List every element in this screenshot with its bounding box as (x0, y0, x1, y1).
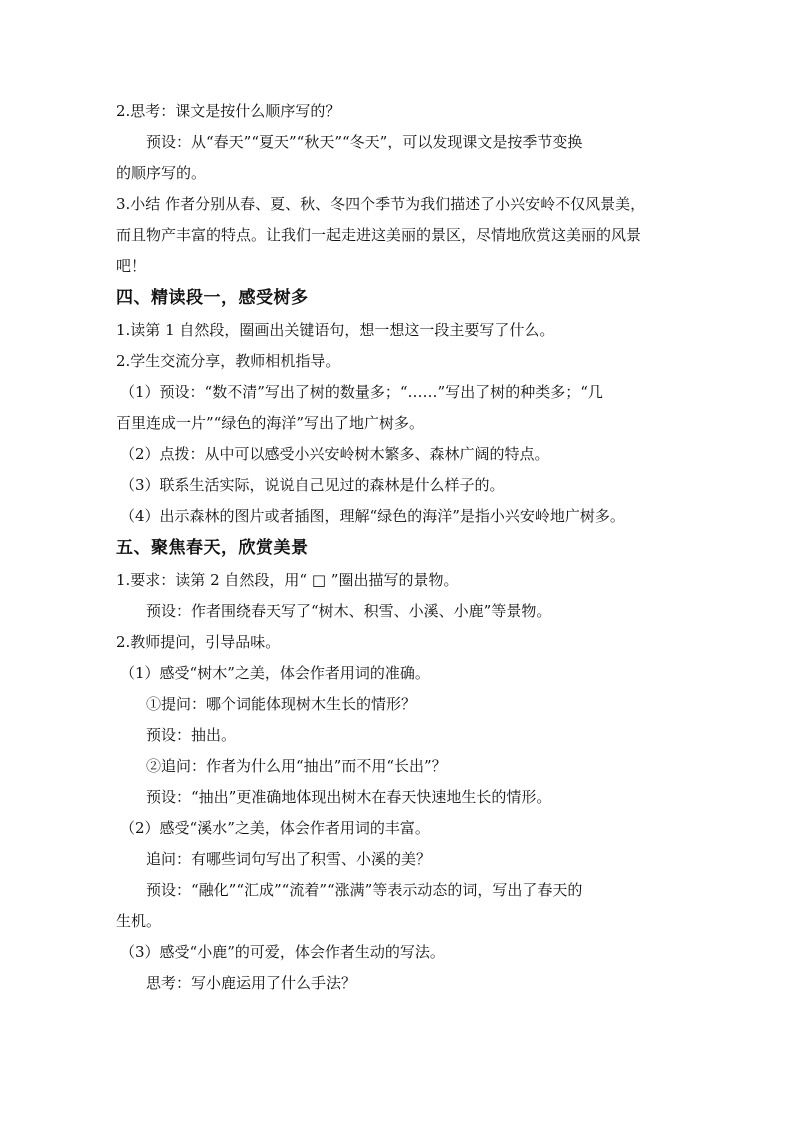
paragraph-line: 的顺序写的。 (116, 164, 207, 182)
section-heading-4: 四、精读段一，感受树多 (116, 288, 309, 308)
paragraph-line: 预设：“融化”“汇成”“流着”“涨满”等表示动态的词，写出了春天的 (146, 881, 583, 899)
paragraph-line: 而且物产丰富的特点。让我们一起走进这美丽的景区，尽情地欣赏这美丽的风景 (116, 226, 642, 244)
paragraph-line: 预设：“抽出”更准确地体现出树木在春天快速地生长的情形。 (146, 788, 552, 806)
paragraph-line: ②追问：作者为什么用“抽出”而不用“长出”？ (146, 757, 447, 775)
paragraph-line: 追问：有哪些词句写出了积雪、小溪的美？ (146, 850, 432, 868)
paragraph-line: 生机。 (116, 912, 162, 930)
paragraph-line: 百里连成一片”“绿色的海洋”写出了地广树多。 (116, 414, 425, 432)
paragraph-line: （1）感受“树木”之美，体会作者用词的准确。 (120, 664, 430, 682)
paragraph-line: （4）出示森林的图片或者插图，理解“绿色的海洋”是指小兴安岭地广树多。 (120, 507, 625, 525)
paragraph-line: 1.要求：读第 2 自然段，用“ □ ”圈出描写的景物。 (116, 571, 459, 589)
paragraph-line: ①提问：哪个词能体现树木生长的情形？ (146, 695, 417, 713)
paragraph-line: 2.学生交流分享，教师相机指导。 (116, 352, 341, 370)
paragraph-line: （3）感受“小鹿”的可爱，体会作者生动的写法。 (120, 943, 445, 961)
paragraph-line: 3.小结 作者分别从春、夏、秋、冬四个季节为我们描述了小兴安岭不仅风景美， (116, 195, 646, 213)
paragraph-line: （3）联系生活实际，说说自己见过的森林是什么样子的。 (120, 476, 505, 494)
paragraph-line: 吧！ (116, 257, 147, 275)
paragraph-line: 预设：抽出。 (146, 726, 237, 744)
paragraph-line: 思考：写小鹿运用了什么手法？ (146, 974, 357, 992)
paragraph-line: 1.读第 1 自然段，圈画出关键语句，想一想这一段主要写了什么。 (116, 321, 555, 339)
paragraph-line: 预设：作者围绕春天写了“树木、积雪、小溪、小鹿”等景物。 (146, 602, 552, 620)
paragraph-line: 2.教师提问，引导品味。 (116, 633, 281, 651)
paragraph-line: 2.思考：课文是按什么顺序写的？ (116, 102, 341, 120)
paragraph-line: 预设：从“春天”“夏天”“秋天”“冬天”，可以发现课文是按季节变换 (146, 133, 583, 151)
paragraph-line: （2）点拨：从中可以感受小兴安岭树木繁多、森林广阔的特点。 (120, 445, 550, 463)
section-heading-5: 五、聚焦春天，欣赏美景 (116, 538, 309, 558)
paragraph-line: （1）预设：“数不清”写出了树的数量多；“……”写出了树的种类多；“几 (120, 383, 603, 401)
paragraph-line: （2）感受“溪水”之美，体会作者用词的丰富。 (120, 819, 430, 837)
